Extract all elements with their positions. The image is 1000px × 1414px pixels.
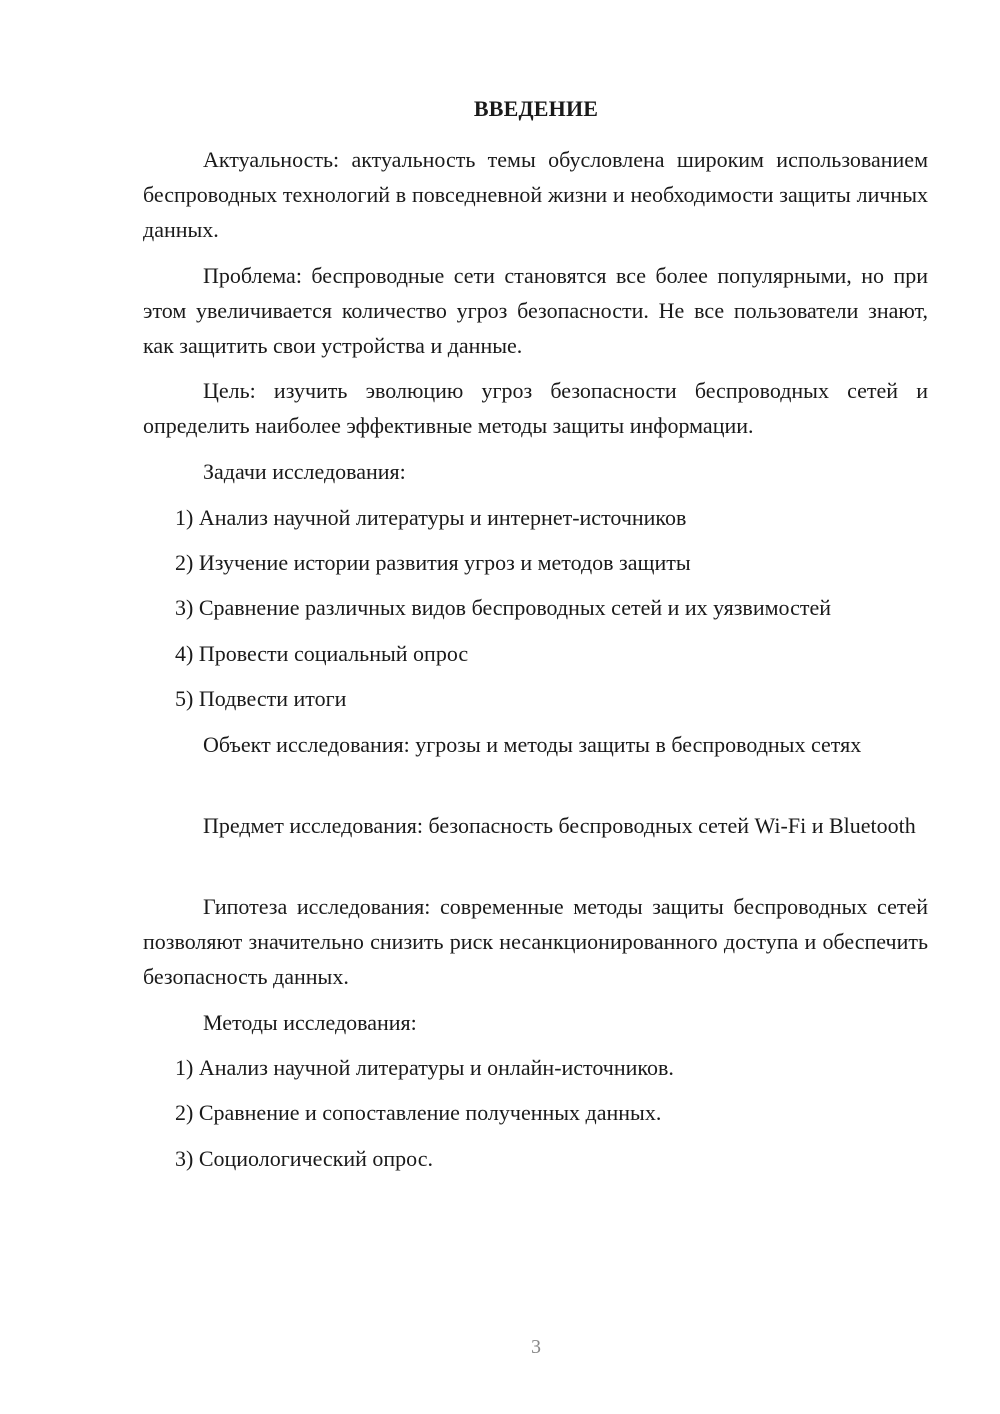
list-item: 3) Сравнение различных видов беспроводных сетей и их уязвимостей bbox=[175, 595, 831, 620]
list-item: 2) Изучение истории развития угроз и методов защиты bbox=[175, 550, 691, 575]
goal-paragraph: Цель: изучить эволюцию угроз безопасности беспроводных сетей и определить наиболее эффективные методы защиты информации. bbox=[143, 378, 928, 438]
list-item: 1) Анализ научной литературы и интернет-источников bbox=[175, 505, 687, 530]
list-item: 1) Анализ научной литературы и онлайн-источников. bbox=[175, 1055, 674, 1080]
problem-paragraph: Проблема: беспроводные сети становятся все более популярными, но при этом увеличивается количество угроз безопасности. Не все пользователи знают, как защитить свои устройства и данные. bbox=[143, 263, 928, 358]
methods-heading: Методы исследования: bbox=[203, 1010, 417, 1035]
hypothesis-paragraph: Гипотеза исследования: современные методы защиты беспроводных сетей позволяют значительно снизить риск несанкционированного доступа и обеспечить безопасность данных. bbox=[143, 894, 928, 989]
list-item: 3) Социологический опрос. bbox=[175, 1146, 433, 1171]
relevance-paragraph: Актуальность: актуальность темы обусловлена широким использованием беспроводных технологий в повседневной жизни и необходимости защиты личных данных. bbox=[143, 147, 928, 242]
subject-paragraph: Предмет исследования: безопасность беспроводных сетей Wi-Fi и Bluetooth bbox=[203, 813, 916, 838]
tasks-heading: Задачи исследования: bbox=[203, 459, 406, 484]
list-item: 4) Провести социальный опрос bbox=[175, 641, 469, 666]
page-title: ВВЕДЕНИЕ bbox=[473, 96, 599, 121]
object-paragraph: Объект исследования: угрозы и методы защиты в беспроводных сетях bbox=[203, 732, 862, 757]
page-number: 3 bbox=[531, 1336, 541, 1358]
list-item: 5) Подвести итоги bbox=[175, 686, 347, 711]
list-item: 2) Сравнение и сопоставление полученных данных. bbox=[175, 1100, 662, 1125]
